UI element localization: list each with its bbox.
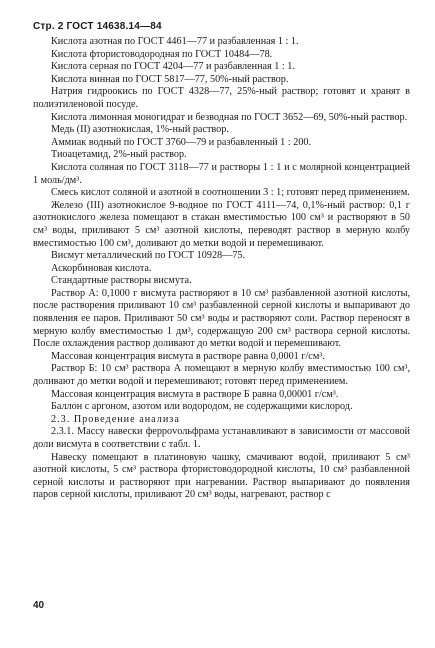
paragraph: Натрия гидроокись по ГОСТ 4328—77, 25%-ный раствор; готовят и хранят в полиэтиленовой посуде. xyxy=(33,86,410,110)
paragraph: Висмут металлический по ГОСТ 10928—75. xyxy=(51,250,246,262)
page-header: Стр. 2 ГОСТ 14638.14—84 xyxy=(33,21,162,32)
paragraph: Навеску помещают в платиновую чашку, смачивают водой, приливают 5 см³ азотной кислоты, 5 см³ раствора фтористоводородной кислоты, 10 см³ разбавленной серной кислоты и растворяют при нагревании. Раствор выпаривают до появления паров серной кислоты, приливают 20 см³ воды, нагревают, раствор с xyxy=(33,451,410,501)
paragraph: Аскорбиновая кислота. xyxy=(51,262,152,274)
paragraph: Массовая концентрация висмута в растворе Б равна 0,00001 г/см³. xyxy=(51,388,339,400)
paragraph: Массовая концентрация висмута в растворе равна 0,0001 г/см³. xyxy=(51,350,325,362)
paragraph: Кислота винная по ГОСТ 5817—77, 50%-ный раствор. xyxy=(51,73,289,85)
paragraph: Кислота серная по ГОСТ 4204—77 и разбавленная 1 : 1. xyxy=(51,61,295,73)
section-heading: 2.3. Проведение анализа xyxy=(51,413,180,425)
paragraph: Баллон с аргоном, азотом или водородом, не содержащими кислород. xyxy=(51,401,353,413)
document-body xyxy=(33,36,410,502)
paragraph: 2.3.1. Массу навески феррovoльфрама устанавливают в зависимости от массовой доли висмута в соответствии с табл. 1. xyxy=(33,426,410,450)
paragraph: Аммиак водный по ГОСТ 3760—79 и разбавленный 1 : 200. xyxy=(51,136,312,148)
paragraph: Раствор Б: 10 см³ раствора А помещают в мерную колбу вместимостью 100 см³, доливают до метки водой и перемешивают; готовят перед применением. xyxy=(33,363,410,388)
paragraph: Кислота фтористоводородная по ГОСТ 10484—78. xyxy=(51,48,273,60)
paragraph: Кислота соляная по ГОСТ 3118—77 и растворы 1 : 1 и с молярной концентрацией 1 моль/дм³. xyxy=(33,161,410,186)
paragraph: Смесь кислот соляной и азотной в соотношении 3 : 1; готовят перед применением. xyxy=(51,187,410,199)
paragraph: Раствор А: 0,1000 г висмута растворяют в 10 см³ разбавленной азотной кислоты, после растворения приливают 10 см³ разбавленной серной кислоты и выпаривают до появления ее паров. Приливают 50 см³ воды и растворяют соли. Раствор переносят в мерную колбу вместимостью 1 дм³, содержащую 200 см³ раствора серной кислоты. После охлаждения раствор доливают до метки водой и перемешивают. xyxy=(33,287,410,350)
paragraph: Медь (II) азотнокислая, 1%-ный раствор. xyxy=(51,124,229,136)
paragraph: Стандартные растворы висмута. xyxy=(51,275,192,287)
paragraph: Тиоацетамид, 2%-ный раствор. xyxy=(51,149,187,161)
page-number: 40 xyxy=(33,600,45,611)
paragraph: Кислота азотная по ГОСТ 4461—77 и разбавленная 1 : 1. xyxy=(51,36,299,47)
paragraph: Кислота лимонная моногидрат и безводная по ГОСТ 3652—69, 50%-ный раствор. xyxy=(51,111,408,123)
paragraph: Железо (III) азотнокислое 9-водное по ГОСТ 4111—74, 0,1%-ный раствор: 0,1 г азотнокислого железа помещают в стакан вместимостью 100 см³ и растворяют в 50 см³ воды, приливают 5 см³ азотной кислоты, переводят раствор в мерную колбу вместимостью 100 см³, доливают до метки водой и перемешивают. xyxy=(33,199,410,249)
